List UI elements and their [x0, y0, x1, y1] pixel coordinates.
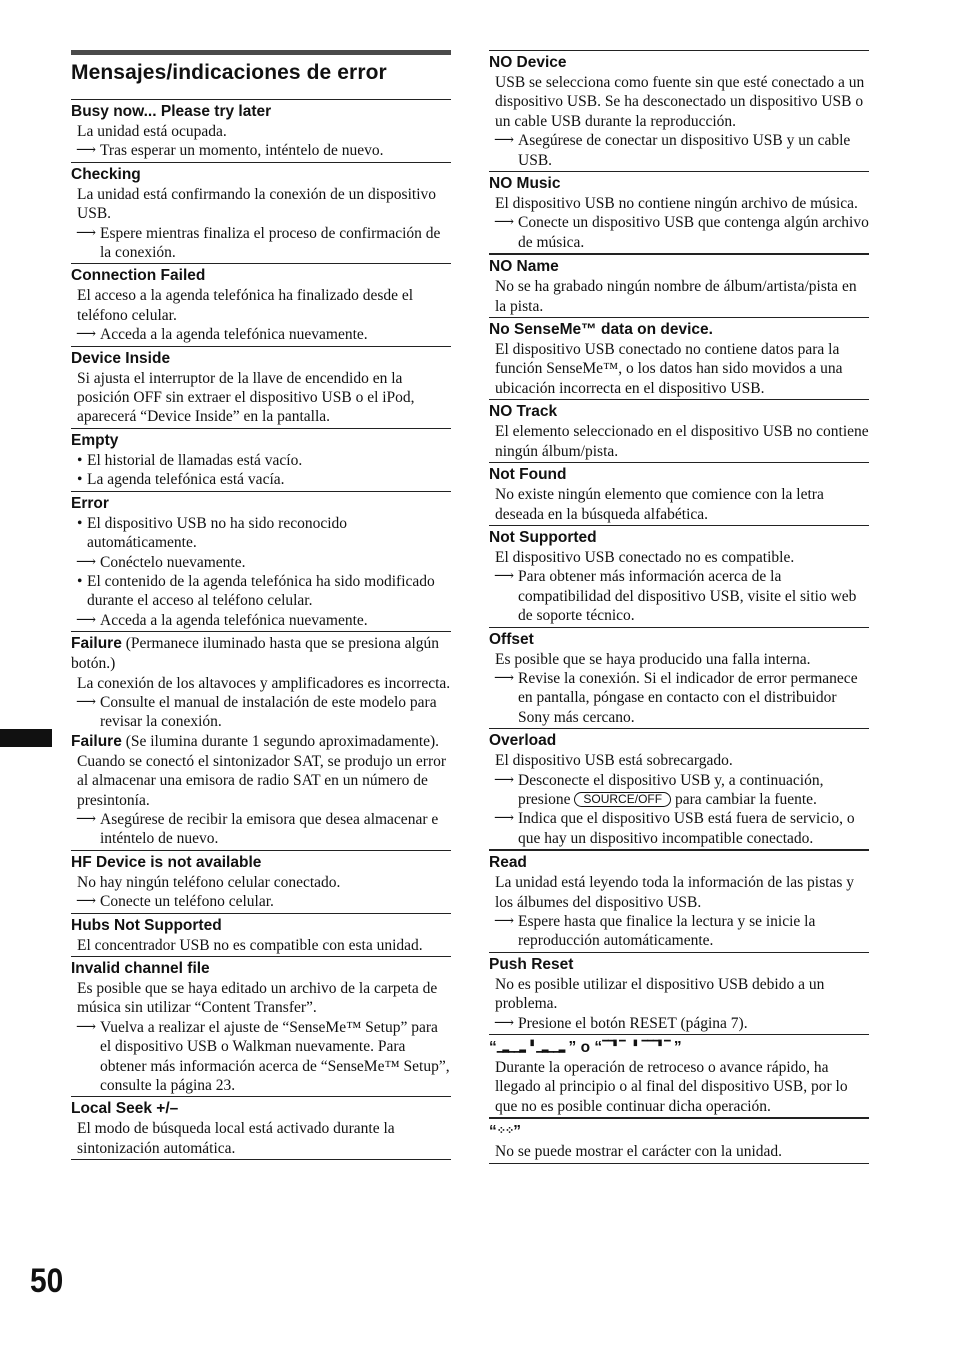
entry-not-supported: [489, 525, 869, 627]
entry-heading: Offset: [489, 630, 534, 648]
entry-heading: Overload: [489, 732, 557, 750]
segment-display-icon: ▁▂▁▁▂ ▘▁▂▁▁▂: [496, 1040, 565, 1054]
arrow-right-icon: ⟶: [494, 772, 515, 788]
arrow-right-icon: ⟶: [76, 327, 97, 343]
entry-heading: NO Name: [489, 258, 559, 276]
entry-busy: [71, 99, 451, 162]
remedy-text: Vuelva a realizar el ajuste de “SenseMe™ Setup” para el dispositivo USB o Walkman nuevamente. Para obtener más información acerca de “SenseMe™ Setup”, consulte la página 23.: [100, 1018, 450, 1095]
entry-segment-display: [489, 1034, 869, 1117]
entry-no-device: [489, 50, 869, 171]
arrow-right-icon: ⟶: [494, 670, 515, 686]
entry-heading: HF Device is not available: [71, 853, 262, 871]
entry-invalid-channel: [71, 956, 451, 1096]
entry-text: El dispositivo USB no contiene ningún archivo de música.: [495, 195, 858, 213]
remedy-text: Conecte un dispositivo USB que contenga algún archivo de música.: [518, 214, 869, 251]
entry-text: No se ha grabado ningún nombre de álbum/artista/pista en la pista.: [495, 278, 857, 315]
quote-mark: ”: [513, 1123, 521, 1141]
entry-local-seek: [71, 1096, 451, 1160]
entry-remedy: [489, 567, 869, 625]
entry-text: Es posible que se haya editado un archivo de la carpeta de música sin utilizar “Content Transfer”.: [77, 980, 438, 1017]
page-number: 50: [30, 1262, 64, 1300]
remedy-text: Para obtener más información acerca de la compatibilidad del dispositivo USB, visite el sitio web de soporte técnico.: [518, 568, 857, 625]
entry-heading-line: [71, 732, 451, 752]
arrow-right-icon: ⟶: [494, 133, 515, 149]
bullet-icon: •: [77, 572, 83, 590]
entry-remedy: [71, 810, 451, 849]
entry-heading: Checking: [71, 165, 141, 183]
remedy-text: Asegúrese de recibir la emisora que desea almacenar e inténtelo de nuevo.: [100, 810, 439, 848]
entry-remedy: [71, 693, 451, 732]
entry-remedy: [71, 553, 451, 572]
bullet-icon: •: [77, 471, 83, 489]
entry-remedy: [489, 912, 869, 951]
arrow-right-icon: ⟶: [76, 1019, 97, 1035]
left-column: [71, 50, 451, 1160]
entry-remedy: [489, 669, 869, 727]
entry-connection-failed: [71, 263, 451, 345]
entry-text: El dispositivo USB conectado no contiene datos para la función SenseMe™, o los datos han sido movidos a una ubicación incorrecta en el dispositivo USB.: [495, 341, 843, 397]
entry-text: El dispositivo USB conectado no es compatible.: [495, 548, 795, 566]
arrow-right-icon: ⟶: [76, 143, 97, 159]
entry-hubs-not-supported: [71, 913, 451, 956]
segment-display-icon: ▔▔▘▔ ▝ ▔▔▔▘▔: [602, 1040, 670, 1054]
entry-push-reset: [489, 952, 869, 1034]
entry-no-track: [489, 399, 869, 462]
entry-remedy: [489, 131, 869, 170]
entry-no-senseme: [489, 317, 869, 399]
bullet-text: El dispositivo USB no ha sido reconocido automáticamente.: [87, 514, 348, 552]
bullet-item: [71, 470, 451, 489]
arrow-right-icon: ⟶: [494, 569, 515, 585]
remedy-text: Presione el botón RESET (página 7).: [518, 1014, 748, 1032]
heading-note: (Se ilumina durante 1 segundo aproximadamente).: [121, 732, 440, 750]
entry-text: La conexión de los altavoces y amplificadores es incorrecta.: [77, 674, 451, 692]
section-tab-marker: [0, 729, 52, 747]
bullet-icon: •: [77, 514, 83, 532]
page-title: Mensajes/indicaciones de error: [71, 61, 387, 84]
arrow-right-icon: ⟶: [494, 914, 515, 929]
arrow-right-icon: ⟶: [76, 554, 97, 570]
arrow-right-icon: ⟶: [494, 215, 515, 231]
entry-heading: Local Seek +/–: [71, 1100, 179, 1118]
entry-heading: Invalid channel file: [71, 960, 210, 977]
entry-text: Es posible que se haya producido una falla interna.: [495, 650, 811, 668]
entry-text: La unidad está confirmando la conexión de un dispositivo USB.: [77, 185, 436, 223]
entry-text: No se puede mostrar el carácter con la unidad.: [495, 1143, 783, 1161]
bullet-text: El historial de llamadas está vacío.: [87, 451, 303, 469]
arrow-right-icon: ⟶: [76, 694, 97, 710]
entry-heading: NO Track: [489, 403, 558, 421]
entry-empty: [71, 428, 451, 491]
entry-text: Cuando se conectó el sintonizador SAT, se produjo un error al almacenar una emisora de radio SAT en un número de presintonía.: [77, 752, 447, 809]
entry-text: El elemento seleccionado en el dispositivo USB no contiene ningún álbum/pista.: [495, 423, 869, 460]
entry-heading-line: [71, 634, 451, 673]
entry-heading: NO Music: [489, 175, 561, 193]
entry-error: [71, 491, 451, 631]
entry-failure: [71, 631, 451, 850]
remedy-text: Asegúrese de conectar un dispositivo USB y un cable USB.: [518, 132, 851, 169]
arrow-right-icon: ⟶: [494, 1015, 515, 1031]
heading-connector: ” o “: [564, 1039, 603, 1057]
entry-remedy: [489, 213, 869, 252]
entry-heading: Read: [489, 854, 527, 872]
entry-heading: Push Reset: [489, 955, 574, 973]
entry-checking: [71, 162, 451, 264]
entry-remedy: [489, 809, 869, 848]
remedy-text: Revise la conexión. Si el indicador de error permanece en pantalla, póngase en contacto con el distribuidor Sony más cercano.: [518, 669, 858, 726]
remedy-text: para cambiar la fuente.: [671, 790, 817, 808]
entry-remedy: [71, 611, 451, 630]
bullet-item: [71, 514, 451, 553]
entry-heading: Device Inside: [71, 349, 171, 367]
arrow-right-icon: ⟶: [76, 225, 97, 241]
entry-no-music: [489, 171, 869, 253]
entry-device-inside: [71, 346, 451, 428]
quote-mark: “: [489, 1039, 497, 1057]
entry-text: El acceso a la agenda telefónica ha finalizado desde el teléfono celular.: [77, 287, 414, 324]
arrow-right-icon: ⟶: [494, 811, 515, 827]
entry-remedy: [71, 1018, 451, 1096]
heading-note: (Permanece iluminado hasta que se presiona algún botón.): [71, 635, 440, 673]
title-rule: [71, 50, 451, 55]
entry-not-found: [489, 462, 869, 525]
arrow-right-icon: ⟶: [76, 612, 97, 628]
bullet-item: [71, 572, 451, 611]
entry-text: Durante la operación de retroceso o avance rápido, ha llegado al principio o al final del dispositivo USB, por lo que no es posible continuar dicha operación.: [495, 1059, 848, 1115]
entry-heading: NO Device: [489, 54, 567, 71]
remedy-text: Desconecte el dispositivo USB y, a continuación, presione: [518, 771, 824, 808]
entry-text: Si ajusta el interruptor de la llave de encendido en la posición OFF sin extraer el dispositivo USB o el iPod, aparecerá “Device Inside” en la pantalla.: [77, 369, 415, 426]
remedy-text: Conecte un teléfono celular.: [100, 893, 274, 911]
entry-heading: Hubs Not Supported: [71, 916, 222, 934]
entry-heading: Busy now... Please try later: [71, 103, 272, 120]
entry-remedy: [71, 224, 451, 263]
entry-text: La unidad está leyendo toda la información de las pistas y los álbumes del dispositivo USB.: [495, 874, 854, 911]
entry-heading: Connection Failed: [71, 267, 206, 285]
entry-text: El modo de búsqueda local está activado durante la sintonización automática.: [77, 1120, 395, 1157]
remedy-text: Acceda a la agenda telefónica nuevamente.: [100, 326, 368, 344]
entry-text: No existe ningún elemento que comience con la letra deseada en la búsqueda alfabética.: [495, 486, 824, 523]
remedy-text: Consulte el manual de instalación de este modelo para revisar la conexión.: [100, 693, 437, 731]
entry-heading: Failure: [71, 635, 122, 653]
right-column: [489, 50, 869, 1164]
bullet-item: [71, 451, 451, 470]
entry-remedy: [489, 1014, 869, 1033]
arrow-right-icon: ⟶: [76, 894, 97, 910]
remedy-text: Espere hasta que finalice la lectura y se inicie la reproducción automáticamente.: [518, 913, 816, 950]
entry-unknown-character: [489, 1117, 869, 1163]
entry-remedy: [71, 325, 451, 344]
entry-heading: Not Supported: [489, 528, 597, 546]
bullet-text: La agenda telefónica está vacía.: [87, 471, 285, 489]
entry-heading: Error: [71, 494, 109, 512]
remedy-text: Indica que el dispositivo USB está fuera de servicio, o que hay un dispositivo incompatible conectado.: [518, 810, 855, 847]
entry-heading: Not Found: [489, 466, 567, 484]
entry-heading: Failure: [71, 732, 122, 750]
remedy-text: Tras esperar un momento, inténtelo de nuevo.: [100, 142, 384, 160]
remedy-text: Acceda a la agenda telefónica nuevamente.: [100, 611, 368, 629]
entry-heading: Empty: [71, 431, 119, 449]
unknown-char-icon: ⁘⁘: [496, 1124, 514, 1138]
entry-remedy: [71, 141, 451, 160]
quote-mark: “: [489, 1123, 497, 1141]
entry-remedy: [71, 892, 451, 911]
entry-offset: [489, 627, 869, 729]
entry-no-name: [489, 253, 869, 317]
entry-text: No hay ningún teléfono celular conectado.: [77, 873, 341, 891]
entry-heading-line: [489, 1121, 869, 1142]
entry-text: La unidad está ocupada.: [77, 123, 227, 140]
bullet-text: El contenido de la agenda telefónica ha sido modificado durante el acceso al teléfono celular.: [87, 572, 435, 610]
entry-read: [489, 849, 869, 952]
remedy-text: Conéctelo nuevamente.: [100, 553, 246, 571]
entry-text: El dispositivo USB está sobrecargado.: [495, 752, 733, 770]
entry-heading-line: [489, 1037, 869, 1058]
bullet-icon: •: [77, 451, 83, 469]
remedy-text: Espere mientras finaliza el proceso de confirmación de la conexión.: [100, 224, 441, 262]
source-off-key: SOURCE/OFF: [574, 792, 671, 807]
entry-text: USB se selecciona como fuente sin que esté conectado a un dispositivo USB. Se ha desconectado un dispositivo USB o un cable USB durante la reproducción.: [495, 74, 865, 130]
entry-remedy: [489, 771, 869, 810]
entry-hf-device: [71, 850, 451, 913]
quote-mark: ”: [669, 1039, 682, 1057]
entry-overload: [489, 728, 869, 849]
entry-heading: No SenseMe™ data on device.: [489, 321, 713, 339]
entry-text: No es posible utilizar el dispositivo USB debido a un problema.: [495, 975, 825, 1013]
entry-text: El concentrador USB no es compatible con esta unidad.: [77, 936, 423, 954]
arrow-right-icon: ⟶: [76, 811, 97, 827]
